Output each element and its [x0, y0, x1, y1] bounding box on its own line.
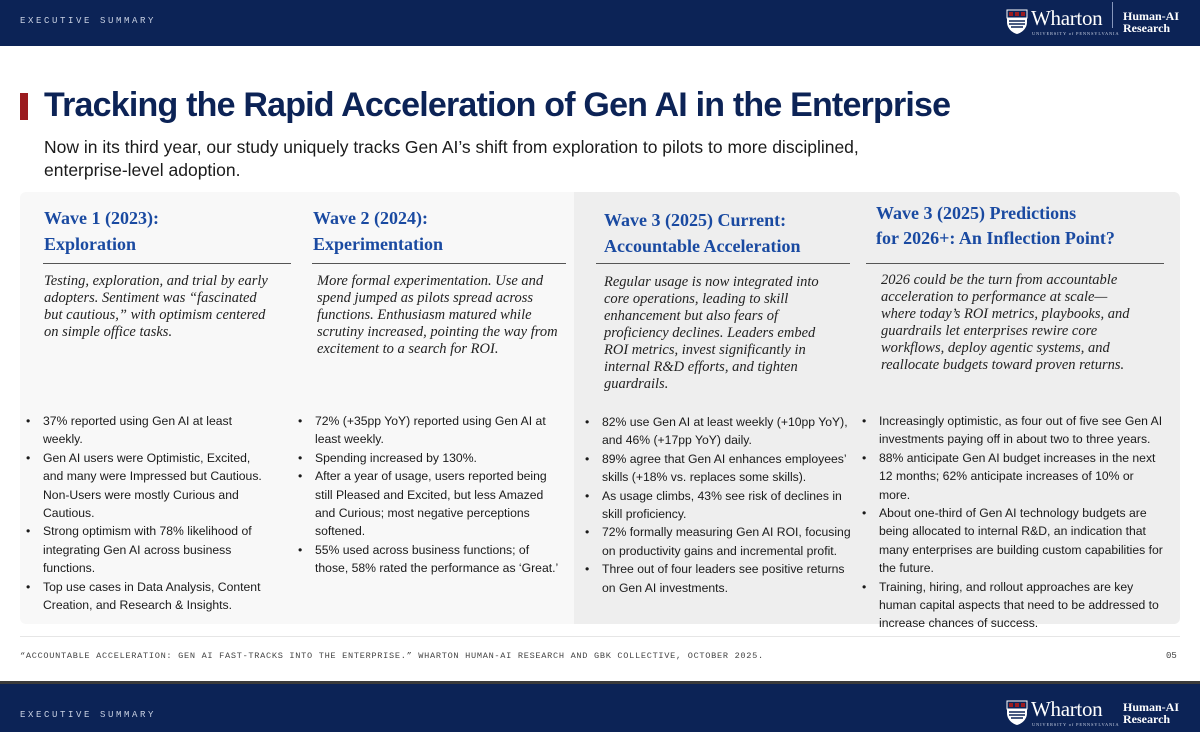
predictions-heading: [876, 201, 1176, 251]
wave1-heading: [44, 205, 294, 257]
wave1-heading-line1: Wave 1 (2023):: [44, 208, 159, 228]
wharton-logo: [1006, 699, 1186, 731]
wave2-heading: [313, 205, 563, 257]
wharton-logo: [1006, 8, 1186, 40]
page-subtitle: Now in its third year, our study uniquely tracks Gen AI’s shift from exploration to pilots to more disciplined, enterprise-level adoption.: [44, 137, 859, 180]
wave2-bullets: [298, 412, 564, 578]
wave3-description: Regular usage is now integrated into core operations, leading to skill enhancement but also fears of proficiency declines. Leaders embed ROI metrics, invest significantly in internal R&D efforts, and tighten guardrails.: [604, 274, 819, 392]
penn-shield-icon: [1006, 700, 1028, 726]
list-item: • 72% (+35pp YoY) reported using Gen AI at least weekly.: [298, 412, 564, 449]
list-item: • Three out of four leaders see positive returns on Gen AI investments.: [585, 560, 853, 597]
wave2-divider: [312, 263, 566, 264]
wave1-heading-line2: Exploration: [44, 234, 137, 254]
wave2-heading-line1: Wave 2 (2024):: [313, 208, 428, 228]
logo-subtext: UNIVERSITY of PENNSYLVANIA: [1032, 31, 1120, 36]
page-title: Tracking the Rapid Acceleration of Gen AI in the Enterprise: [44, 86, 951, 124]
predictions-bullets: [862, 412, 1168, 633]
source-citation: “ACCOUNTABLE ACCELERATION: GEN AI FAST-TRACKS INTO THE ENTERPRISE.” WHARTON HUMAN-AI RESEARCH AND GBK COLLECTIVE, OCTOBER 2025.: [20, 651, 764, 661]
list-item: • Gen AI users were Optimistic, Excited, and many were Impressed but Cautious. Non-Users were mostly Curious and Cautious.: [26, 449, 266, 523]
title-accent-bar: [20, 93, 28, 120]
logo-wordmark: Wharton: [1031, 697, 1103, 721]
wave3-bullets: [585, 413, 853, 597]
wave1-divider: [43, 263, 291, 264]
logo-wordmark: Wharton: [1031, 6, 1103, 30]
list-item: • 37% reported using Gen AI at least weekly.: [26, 412, 266, 449]
predictions-heading-line1: Wave 3 (2025) Predictions: [876, 203, 1077, 223]
wave2-heading-line2: Experimentation: [313, 234, 443, 254]
list-item: • 82% use Gen AI at least weekly (+10pp YoY), and 46% (+17pp YoY) daily.: [585, 413, 853, 450]
list-item: • 89% agree that Gen AI enhances employees’ skills (+18% vs. replaces some skills).: [585, 450, 853, 487]
page-number: 05: [1166, 651, 1177, 661]
wave1-description: Testing, exploration, and trial by early adopters. Sentiment was “fascinated but cautious,” with optimism centered on simple office tasks.: [44, 273, 268, 340]
predictions-heading-line2: for 2026+: An Inflection Point?: [876, 228, 1115, 248]
logo-unit: Human-AI Research: [1123, 9, 1180, 35]
list-item: • Increasingly optimistic, as four out of five see Gen AI investments paying off in about two to three years.: [862, 412, 1168, 449]
wave3-heading-line1: Wave 3 (2025) Current:: [604, 210, 787, 230]
penn-shield-icon: [1006, 9, 1028, 35]
predictions-divider: [866, 263, 1164, 264]
list-item: • 55% used across business functions; of those, 58% rated the performance as ‘Great.’: [298, 541, 564, 578]
wave3-heading-line2: Accountable Acceleration: [604, 236, 801, 256]
section-label: EXECUTIVE SUMMARY: [20, 710, 157, 720]
list-item: • 72% formally measuring Gen AI ROI, focusing on productivity gains and incremental profit.: [585, 523, 853, 560]
predictions-description: 2026 could be the turn from accountable acceleration to performance at scale—where today’s ROI metrics, playbooks, and guardrails let enterprises rewire core workflows, deploy agentic systems, and reallocate budgets toward proven returns.: [881, 272, 1130, 373]
wave3-heading: [604, 207, 854, 259]
wave2-description: More formal experimentation. Use and spend jumped as pilots spread across functions. Enthusiasm matured while scrutiny increased, pointing the way from excitement to a search for ROI.: [317, 273, 558, 357]
logo-subtext: UNIVERSITY of PENNSYLVANIA: [1032, 722, 1120, 727]
list-item: • Top use cases in Data Analysis, Content Creation, and Research & Insights.: [26, 578, 266, 615]
logo-divider: [1112, 2, 1113, 28]
list-item: • Strong optimism with 78% likelihood of integrating Gen AI across business functions.: [26, 522, 266, 577]
section-label: EXECUTIVE SUMMARY: [20, 16, 157, 26]
list-item: • Training, hiring, and rollout approaches are key human capital aspects that need to be addressed to increase chances of success.: [862, 578, 1168, 633]
list-item: • As usage climbs, 43% see risk of declines in skill proficiency.: [585, 487, 853, 524]
list-item: • Spending increased by 130%.: [298, 449, 564, 467]
next-page-header-bar: [0, 684, 1200, 732]
logo-unit: Human-AI Research: [1123, 700, 1180, 726]
wave1-bullets: [26, 412, 266, 614]
wave3-divider: [596, 263, 850, 264]
top-header-bar: [0, 0, 1200, 46]
list-item: • About one-third of Gen AI technology budgets are being allocated to internal R&D, an indication that many enterprises are building custom capabilities for the future.: [862, 504, 1168, 578]
list-item: • 88% anticipate Gen AI budget increases in the next 12 months; 62% anticipate increases of 10% or more.: [862, 449, 1168, 504]
list-item: • After a year of usage, users reported being still Pleased and Excited, but less Amazed and Curious; most negative perceptions softened.: [298, 467, 564, 541]
footer-divider: [20, 636, 1180, 637]
